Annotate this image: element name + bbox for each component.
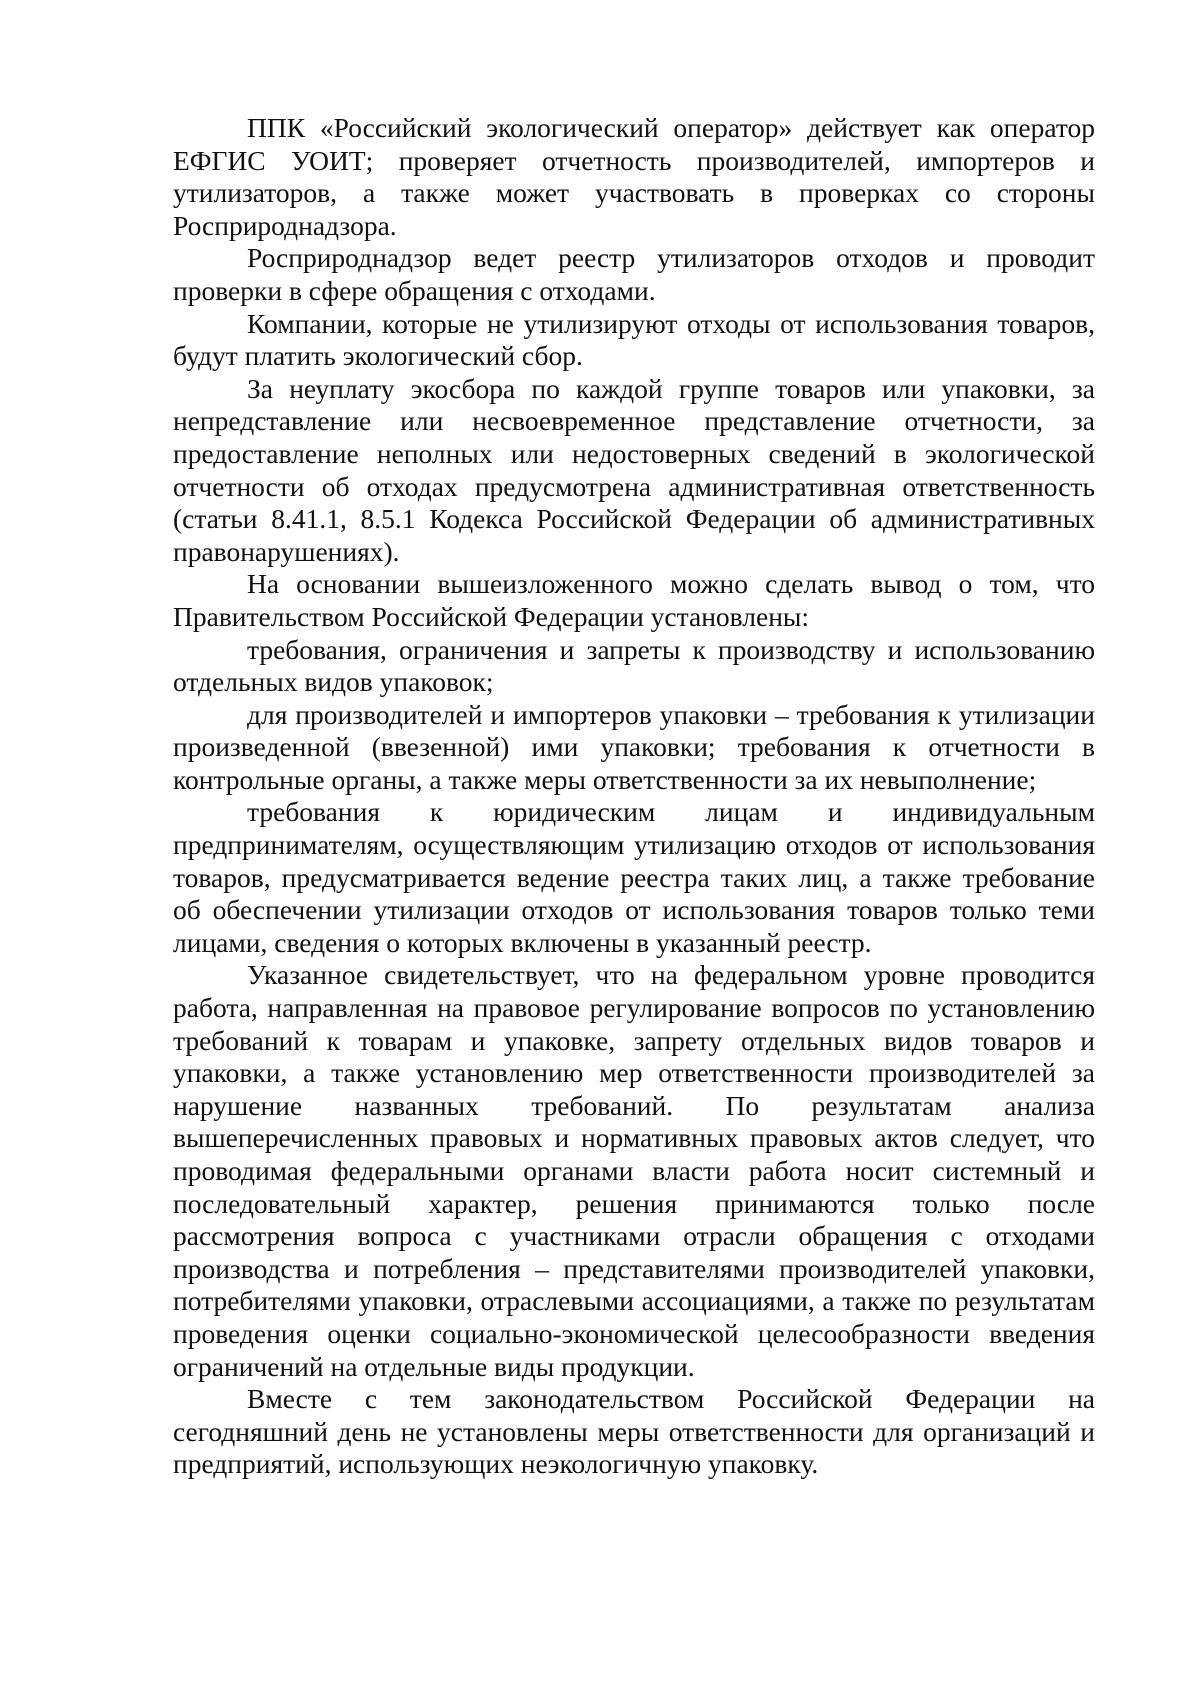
paragraph-eco-fee: Компании, которые не утилизируют отходы от использования товаров, будут платить экологический сбор. xyxy=(173,307,1095,372)
document-page xyxy=(173,112,1095,1481)
paragraph-liability: За неуплату экосбора по каждой группе товаров или упаковки, за непредставление или несвоевременное представление отчетности, за предоставление неполных или недостоверных сведений в экологической отчетности об отходах предусмотрена административная ответственность (статьи 8.41.1, 8.5.1 Кодекса Российской Федерации об административных правонарушениях). xyxy=(173,372,1095,567)
paragraph-requirements-packaging: требования, ограничения и запреты к производству и использованию отдельных видов упаковок; xyxy=(173,633,1095,698)
paragraph-rosprirodnadzor: Росприроднадзор ведет реестр утилизаторов отходов и проводит проверки в сфере обращения с отходами. xyxy=(173,242,1095,306)
paragraph-no-liability: Вместе с тем законодательством Российской Федерации на сегодняшний день не установлены меры ответственности для организаций и предприятий, использующих неэкологичную упаковку. xyxy=(173,1383,1095,1480)
paragraph-federal-level: Указанное свидетельствует, что на федеральном уровне проводится работа, направленная на правовое регулирование вопросов по установлению требований к товарам и упаковке, запрету отдельных видов товаров и упаковки, а также установлению мер ответственности производителей за нарушение названных требований. По результатам анализа вышеперечисленных правовых и нормативных правовых актов следует, что проводимая федеральными органами власти работа носит системный и последовательный характер, решения принимаются только после рассмотрения вопроса с участниками отрасли обращения с отходами производства и потребления – представителями производителей упаковки, потребителями упаковки, отраслевыми ассоциациями, а также по результатам проведения оценки социально-экономической целесообразности введения ограничений на отдельные виды продукции. xyxy=(173,959,1095,1382)
paragraph-requirements-recyclers: требования к юридическим лицам и индивидуальным предпринимателям, осуществляющим утилизацию отходов от использования товаров, предусматривается ведение реестра таких лиц, а также требование об обеспечении утилизации отходов от использования товаров только теми лицами, сведения о которых включены в указанный реестр. xyxy=(173,796,1095,958)
paragraph-requirements-producers: для производителей и импортеров упаковки – требования к утилизации произведенной (ввезенной) ими упаковки; требования к отчетности в контрольные органы, а также меры ответственности за их невыполнение; xyxy=(173,698,1095,795)
paragraph-ppk-reo: ППК «Российский экологический оператор» действует как оператор ЕФГИС УОИТ; проверяет отчетность производителей, импортеров и утилизаторов, а также может участвовать в проверках со стороны Росприроднадзора. xyxy=(173,112,1095,241)
paragraph-conclusion-intro: На основании вышеизложенного можно сделать вывод о том, что Правительством Российской Федерации установлены: xyxy=(173,568,1095,632)
